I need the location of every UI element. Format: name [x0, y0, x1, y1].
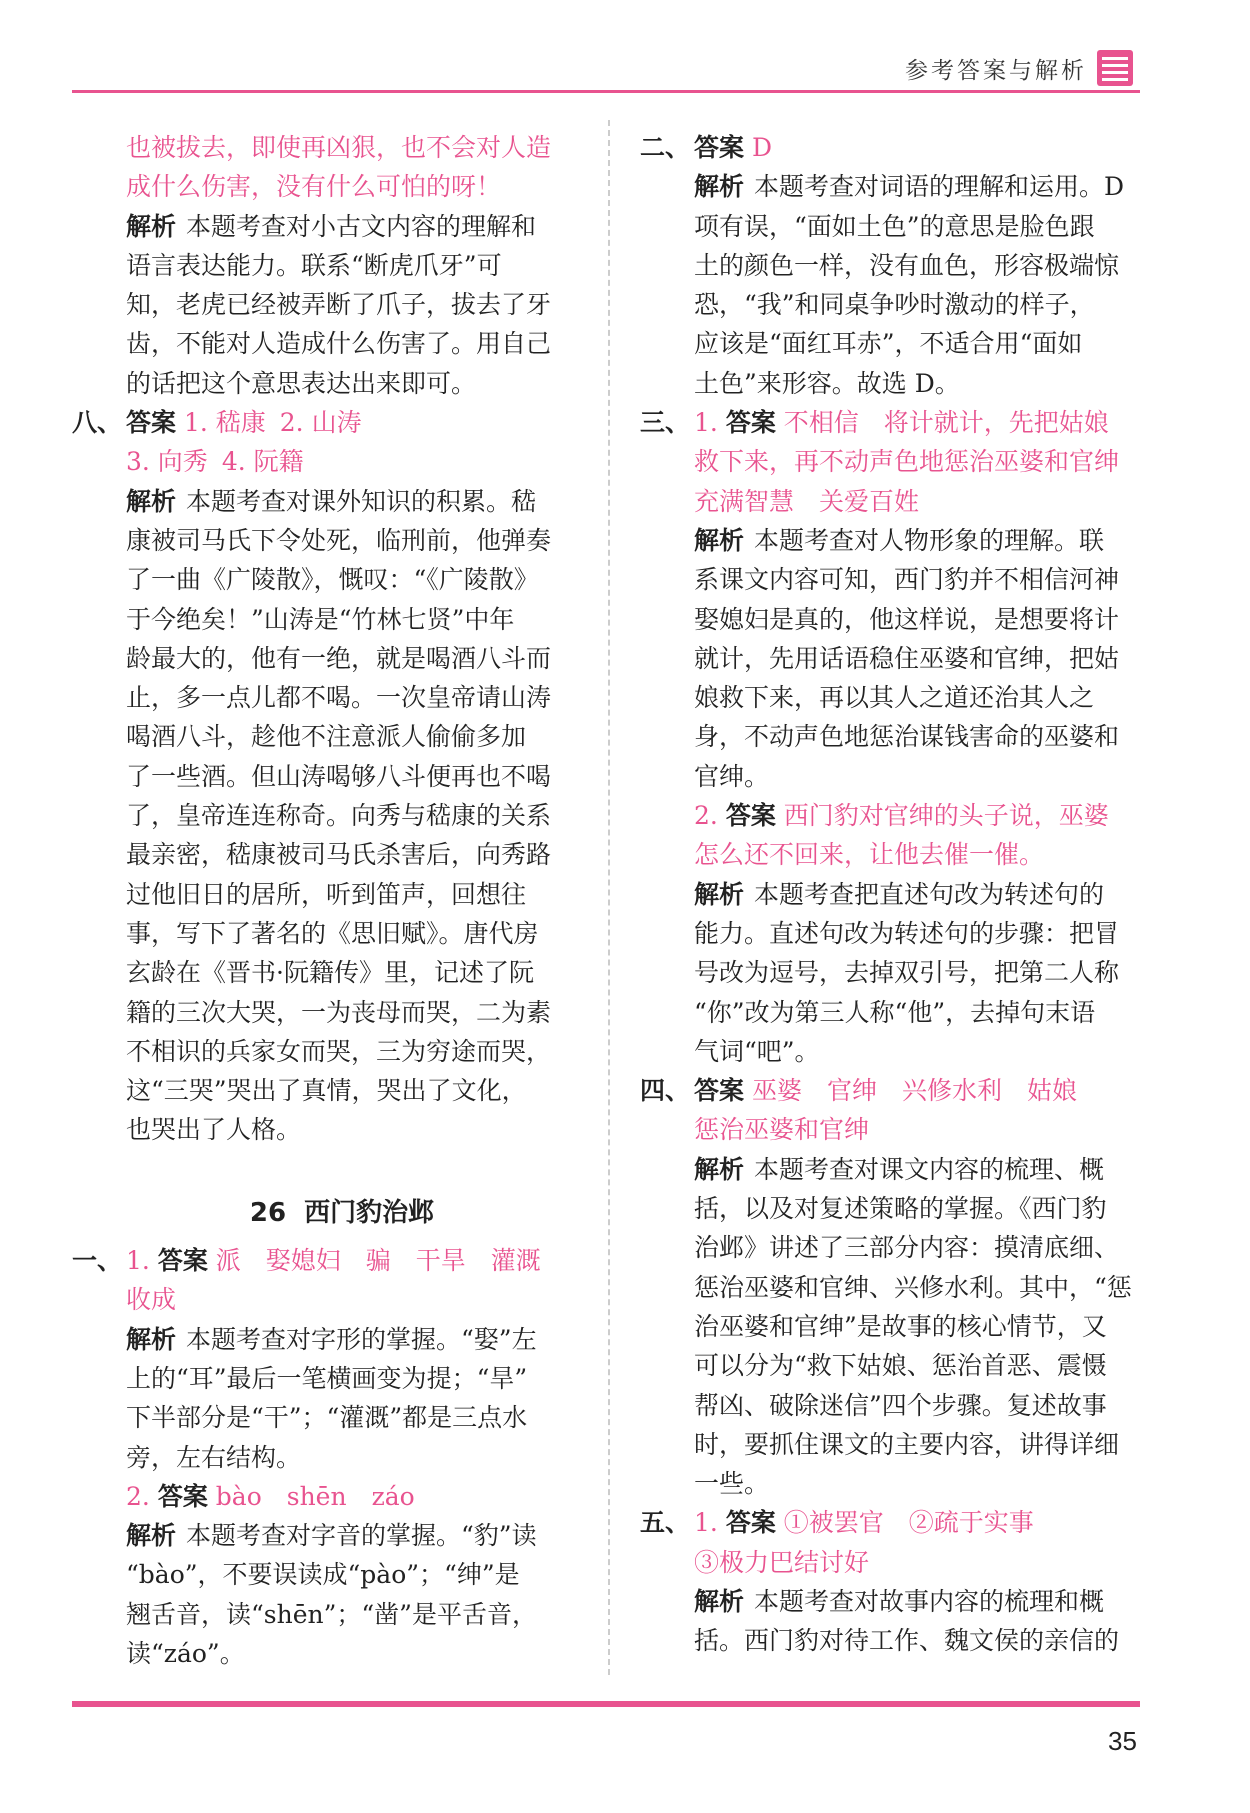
answer-label: 答案 — [725, 408, 776, 438]
analysis-line: 土色”来形容。故选 D。 — [694, 368, 960, 398]
analysis-line: 解析 本题考查对人物形象的理解。联 — [694, 525, 1105, 555]
question-1-2: 2. 答案 bào shēn záo — [126, 1481, 415, 1511]
answer-line: ③极力巴结讨好 — [694, 1547, 870, 1577]
analysis-line: 读“záo”。 — [126, 1638, 245, 1668]
analysis-line: 治巫婆和官绅”是故事的核心情节，又 — [694, 1311, 1107, 1341]
answer-line: 收成 — [126, 1285, 177, 1315]
analysis-line: 籍的三次大哭，一为丧母而哭，二为素 — [126, 997, 552, 1027]
analysis-label: 解析 — [694, 1154, 745, 1184]
analysis-line: 能力。直述句改为转述句的步骤：把冒 — [694, 918, 1120, 948]
analysis-line: 惩治巫婆和官绅、兴修水利。其中，“惩 — [694, 1272, 1132, 1302]
question-number: 八、 — [72, 408, 123, 438]
question-number: 五、 — [640, 1508, 691, 1538]
analysis-line: 于今绝矣！”山涛是“竹林七贤”中年 — [126, 604, 515, 634]
analysis-line: 事，写下了著名的《思旧赋》。唐代房 — [126, 918, 539, 948]
analysis-line: 一些。 — [694, 1469, 770, 1499]
analysis-line: 项有误，“面如土色”的意思是脸色跟 — [694, 211, 1095, 241]
question-4: 四、 答案 巫婆 官绅 兴修水利 姑娘 — [640, 1071, 1140, 1110]
analysis-line: 身，不动声色地惩治谋钱害命的巫婆和 — [694, 722, 1120, 752]
analysis-line: 土的颜色一样，没有血色，形容极端惊 — [694, 250, 1120, 280]
footer-rule — [72, 1701, 1140, 1707]
answer-line: 也被拔去，即使再凶狠，也不会对人造 — [126, 133, 552, 162]
analysis-line: 解析 本题考查对字音的掌握。“豹”读 — [126, 1521, 537, 1551]
answer-line: 救下来，再不动声色地惩治巫婆和官绅 — [694, 447, 1120, 477]
question-number: 四、 — [640, 1076, 691, 1106]
analysis-line: 括，以及对复述策略的掌握。《西门豹 — [694, 1194, 1107, 1224]
answer-label: 答案 — [694, 133, 745, 162]
analysis-line: 娶媳妇是真的，他这样说，是想要将计 — [694, 604, 1120, 634]
analysis-line: 解析 本题考查对词语的理解和运用。D — [694, 172, 1125, 202]
analysis-label: 解析 — [126, 211, 177, 241]
analysis-line: 旁，左右结构。 — [126, 1442, 302, 1472]
analysis-label: 解析 — [694, 1586, 745, 1616]
answer-label: 答案 — [694, 1076, 745, 1106]
question-number: 一、 — [72, 1246, 123, 1276]
question-5-1: 五、 1. 答案 ①被罢官 ②疏于实事 — [640, 1503, 1140, 1542]
analysis-line: 齿，不能对人造成什么伤害了。用自己 — [126, 329, 552, 359]
analysis-line: 时，要抓住课文的主要内容，讲得详细 — [694, 1429, 1120, 1459]
analysis-line: 就计，先用话语稳住巫婆和官绅，把姑 — [694, 643, 1120, 673]
analysis-line: 玄龄在《晋书·阮籍传》里，记述了阮 — [126, 958, 534, 988]
analysis-label: 解析 — [126, 1521, 177, 1551]
analysis-line: 号改为逗号，去掉双引号，把第二人称 — [694, 958, 1120, 988]
answer-line: 3. 向秀 4. 阮籍 — [126, 447, 304, 477]
question-number: 二、 — [640, 133, 691, 162]
analysis-line: 了一些酒。但山涛喝够八斗便再也不喝 — [126, 761, 552, 791]
analysis-line: 上的“耳”最后一笔横画变为提；“旱” — [126, 1363, 528, 1393]
analysis-line: 气词“吧”。 — [694, 1036, 820, 1066]
analysis-line: 止，多一点儿都不喝。一次皇帝请山涛 — [126, 683, 552, 713]
analysis-line: 语言表达能力。联系“断虎爪牙”可 — [126, 250, 502, 280]
analysis-line: 解析 本题考查对小古文内容的理解和 — [126, 211, 537, 241]
analysis-line: 康被司马氏下令处死，临刑前，他弹奏 — [126, 525, 552, 555]
analysis-line: 不相识的兵家女而哭，三为穷途而哭， — [126, 1036, 552, 1066]
analysis-line: 括。西门豹对待工作、魏文侯的亲信的 — [694, 1626, 1120, 1656]
analysis-line: 喝酒八斗，趁他不注意派人偷偷多加 — [126, 722, 527, 752]
page-number: 35 — [1108, 1726, 1137, 1756]
analysis-line: 解析 本题考查对课外知识的积累。嵇 — [126, 486, 537, 516]
analysis-line: 帮凶、破除迷信”四个步骤。复述故事 — [694, 1390, 1107, 1420]
analysis-label: 解析 — [126, 1324, 177, 1354]
analysis-line: 也哭出了人格。 — [126, 1115, 302, 1145]
analysis-line: 娘救下来，再以其人之道还治其人之 — [694, 683, 1095, 713]
question-2: 二、 答案 D — [640, 128, 1140, 167]
question-8: 八、 答案 1. 嵇康 2. 山涛 — [72, 403, 572, 442]
analysis-line: 知，老虎已经被弄断了爪子，拔去了牙 — [126, 290, 552, 320]
analysis-line: 恐，“我”和同桌争吵时激动的样子， — [694, 290, 1095, 320]
answer-label: 答案 — [725, 1508, 776, 1538]
analysis-line: 最亲密，嵇康被司马氏杀害后，向秀路 — [126, 840, 552, 870]
analysis-line: “bào”，不要误读成“pào”；“绅”是 — [126, 1560, 520, 1590]
question-number: 三、 — [640, 408, 691, 438]
analysis-line: 解析 本题考查把直述句改为转述句的 — [694, 879, 1105, 909]
analysis-line: 解析 本题考查对故事内容的梳理和概 — [694, 1586, 1105, 1616]
analysis-line: 解析 本题考查对课文内容的梳理、概 — [694, 1154, 1105, 1184]
answer-line: 惩治巫婆和官绅 — [694, 1115, 870, 1145]
section-title: 26 西门豹治邺 — [249, 1197, 435, 1228]
analysis-line: 可以分为“救下姑娘、惩治首恶、震慑 — [694, 1351, 1107, 1381]
answer-label: 答案 — [157, 1481, 208, 1511]
analysis-line: 龄最大的，他有一绝，就是喝酒八斗而 — [126, 643, 552, 673]
answer-label: 答案 — [725, 801, 776, 831]
analysis-line: 这“三哭”哭出了真情，哭出了文化， — [126, 1076, 527, 1106]
analysis-line: 官绅。 — [694, 761, 770, 791]
question-3-1: 三、 1. 答案 不相信 将计就计，先把姑娘 — [640, 403, 1140, 442]
answer-label: 答案 — [157, 1246, 208, 1276]
column-divider — [608, 120, 610, 1675]
analysis-line: 了，皇帝连连称奇。向秀与嵇康的关系 — [126, 801, 552, 831]
analysis-line: 应该是“面红耳赤”，不适合用“面如 — [694, 329, 1083, 359]
analysis-line: “你”改为第三人称“他”，去掉句末语 — [694, 997, 1096, 1027]
right-column — [640, 128, 1140, 1661]
question-1-1: 一、 1. 答案 派 娶媳妇 骗 干旱 灌溉 — [72, 1241, 572, 1280]
analysis-line: 翘舌音，读“shēn”；“凿”是平舌音， — [126, 1599, 537, 1629]
analysis-line: 系课文内容可知，西门豹并不相信河神 — [694, 565, 1120, 595]
analysis-line: 下半部分是“干”；“灌溉”都是三点水 — [126, 1403, 528, 1433]
header-title: 参考答案与解析 — [905, 58, 1087, 84]
header-rule — [72, 90, 1140, 93]
analysis-label: 解析 — [694, 879, 745, 909]
question-3-2: 2. 答案 西门豹对官绅的头子说，巫婆 — [694, 801, 1109, 831]
analysis-line: 解析 本题考查对字形的掌握。“娶”左 — [126, 1324, 537, 1354]
answer-line: 成什么伤害，没有什么可怕的呀！ — [126, 172, 502, 202]
analysis-line: 的话把这个意思表达出来即可。 — [126, 368, 477, 398]
book-icon — [1097, 50, 1133, 86]
analysis-label: 解析 — [126, 486, 177, 516]
analysis-label: 解析 — [694, 172, 745, 202]
analysis-label: 解析 — [694, 525, 745, 555]
answer-line: 充满智慧 关爱百姓 — [694, 486, 920, 516]
answer-label: 答案 — [126, 408, 177, 438]
answer-line: 怎么还不回来，让他去催一催。 — [694, 840, 1045, 870]
analysis-line: 治邺》讲述了三部分内容：摸清底细、 — [694, 1233, 1120, 1263]
analysis-line: 了一曲《广陵散》，慨叹：“《广陵散》 — [126, 565, 539, 595]
left-column — [72, 128, 572, 1673]
analysis-line: 过他旧日的居所，听到笛声，回想往 — [126, 879, 527, 909]
